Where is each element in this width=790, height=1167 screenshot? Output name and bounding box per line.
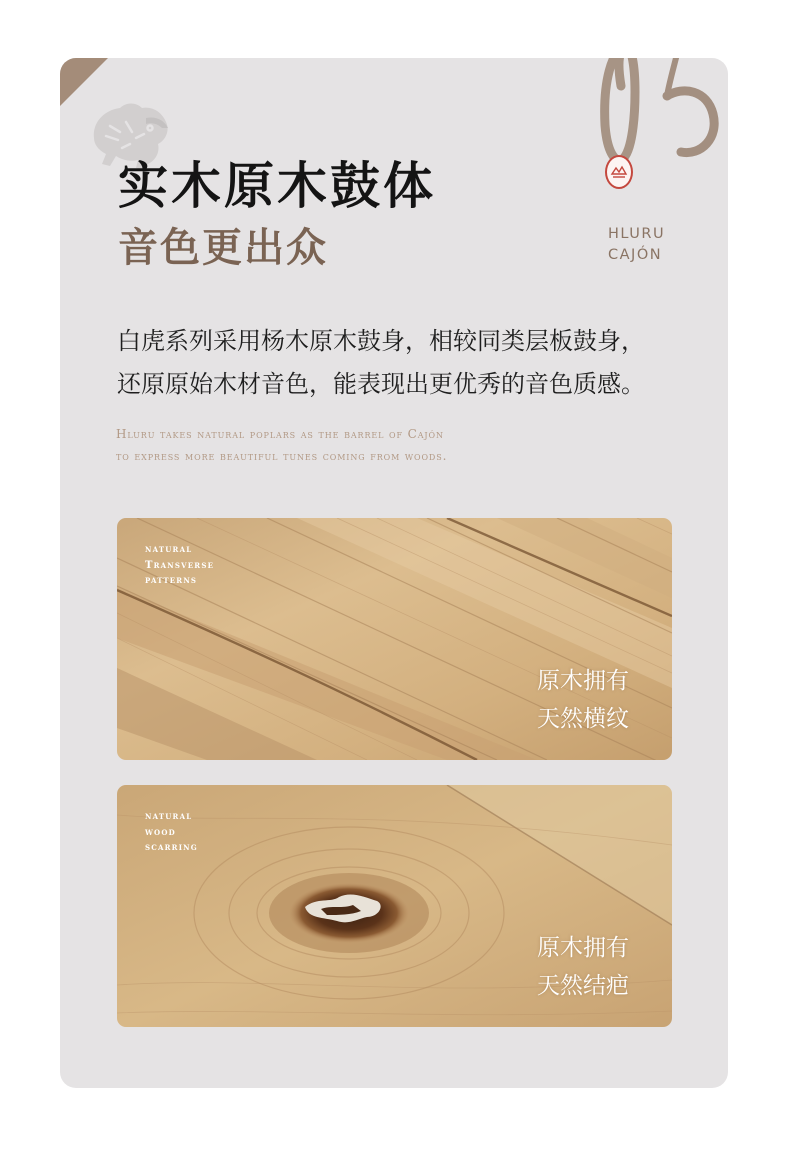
wood-knot-panel — [117, 785, 672, 1027]
description-en-line-2: to express more beautiful tunes coming from woods. — [116, 449, 448, 463]
brand-line-1: HLURU — [608, 226, 666, 242]
panel-tag-line-1: natural — [145, 544, 193, 555]
panel-caption-line-2: 天然横纹 — [537, 706, 629, 732]
page-title: 实木原木鼓体 — [118, 156, 436, 215]
panel-caption-line-1: 原木拥有 — [537, 668, 629, 694]
panel-caption — [537, 929, 629, 1005]
panel-caption-line-1: 原木拥有 — [537, 935, 629, 961]
description-en-line-1: Hluru takes natural poplars as the barrel of Cajón — [116, 427, 444, 441]
panel-tag-line-3: patterns — [145, 575, 198, 586]
brand-line-2: CAJÓN — [608, 247, 663, 263]
page-subtitle: 音色更出众 — [118, 224, 328, 271]
description-line-1: 白虎系列采用杨木原木鼓身，相较同类层板鼓身， — [117, 327, 645, 355]
description-english — [116, 423, 447, 467]
content-card — [60, 58, 728, 1088]
panel-tag — [145, 809, 198, 856]
panel-tag-line-2: Transverse — [145, 559, 215, 571]
panel-caption-line-2: 天然结疤 — [537, 973, 629, 999]
panel-tag — [145, 542, 214, 589]
wood-grain-panel — [117, 518, 672, 760]
brand-name — [608, 224, 665, 266]
panel-tag-line-3: scarring — [145, 842, 198, 853]
panel-tag-line-2: wood — [145, 826, 176, 838]
panel-caption — [537, 662, 629, 738]
description-line-2: 还原原始木材音色，能表现出更优秀的音色质感。 — [117, 370, 645, 398]
description-chinese — [117, 320, 717, 406]
red-seal-icon — [605, 155, 633, 189]
panel-tag-line-1: natural — [145, 811, 193, 822]
